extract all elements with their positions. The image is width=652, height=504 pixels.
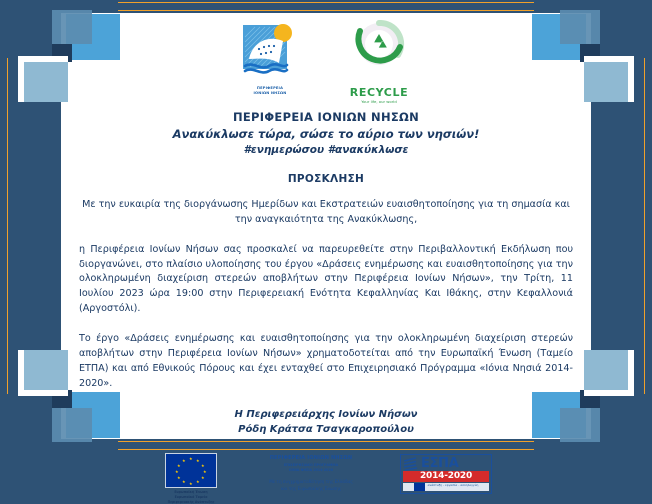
hashtags: #ενημερώσου #ανακύκλωσε xyxy=(243,144,409,156)
invitation-heading: ΠΡΟΣΚΛΗΣΗ xyxy=(287,173,365,185)
paragraph-3: Το έργο «Δράσεις ενημέρωσης και ευαισθητοποίησης για την ολοκληρωμένη διαχείριση στερεών αποβλήτων στην Περιφέρεια Ιονίων Νήσων» χρηματοδοτείται από την Ευρωπαϊκή Ένωση (Ταμείο ΕΤΠΑ) και από Εθνικούς Πόρους και έχει ενταχθεί στο Επιχειρησιακό Πρόγραμμα «Ιόνια Νησιά 2014-2020». xyxy=(79,333,573,389)
recycle-wordmark: RECYCLE xyxy=(349,86,409,99)
recycle-tagline: Your life, our world xyxy=(361,99,397,104)
bottom-rule-bundle xyxy=(118,439,534,452)
region-logo-caption: ΠΕΡΙΦΕΡΕΙΑ ΙΟΝΙΩΝ ΝΗΣΩΝ xyxy=(253,86,287,95)
cofunding-note: Με τη συγχρηματοδότηση της Ελλάδας και της Ευρωπαϊκής Ένωσης xyxy=(269,479,353,491)
page-title: ΠΕΡΙΦΕΡΕΙΑ ΙΟΝΙΩΝ ΝΗΣΩΝ xyxy=(232,110,420,124)
signature-block xyxy=(61,407,591,437)
funding-footer xyxy=(61,453,591,504)
espa-tagline-row xyxy=(403,483,489,491)
paragraph-1: Με την ευκαιρία της διοργάνωσης Ημερίδων και Εκστρατειών ευαισθητοποίησης για τη σημασία και την αναγκαιότητα της Ανακύκλωσης, xyxy=(82,199,570,225)
top-rule-bundle xyxy=(118,0,534,13)
signature-title: Η Περιφερειάρχης Ιονίων Νήσων xyxy=(234,409,418,421)
eu-block xyxy=(160,453,222,504)
programme-name: ΕΠΙΧΕΙΡΗΣΙΑΚΟ ΠΡΟΓΡΑΜΜΑ ΙΟΝΙΑ ΝΗΣΙΑ 2014-2020 xyxy=(283,463,339,473)
espa-wordmark: ΕΣΠΑ xyxy=(421,455,459,471)
programme-block xyxy=(236,453,386,491)
header-logos xyxy=(61,13,591,104)
espa-eu-flag-icon xyxy=(414,483,425,491)
region-logo-block xyxy=(239,21,301,96)
espa-tagline: ανάπτυξη - εργασία - αλληλεγγύη xyxy=(427,483,479,488)
espa-block xyxy=(400,453,492,494)
paragraph-2: η Περιφέρεια Ιονίων Νήσων σας προσκαλεί να παρευρεθείτε στην Περιβαλλοντική Εκδήλωση που διοργανώνει, στο πλαίσιο υλοποίησης του έργου «Δράσεις ενημέρωσης και ευαισθητοποίησης για την ολοκληρωμένη διαχείριση στερεών αποβλήτων στην Περιφέρεια Ιονίων Νήσων», την Τρίτη, 11 Ιουλίου 2023 ώρα 19:00 στην Περιφερειακή Ενότητα Κεφαλληνίας Και Ιθάκης, στην Κεφαλλονιά (Αργοστόλι). xyxy=(79,243,573,315)
espa-logo xyxy=(400,454,492,494)
espa-wave-icon xyxy=(403,456,419,470)
recycle-logo xyxy=(345,21,413,85)
poster-header xyxy=(61,110,591,156)
invitation-content xyxy=(61,13,591,504)
espa-years: 2014-2020 xyxy=(403,471,489,482)
region-of-ionian-islands-logo xyxy=(239,21,301,85)
programme-region: ΠΕΡΙΦΕΡΕΙΑ ΙΟΝΙΩΝ ΝΗΣΩΝ xyxy=(269,455,353,462)
european-union-flag: ★ ★ ★ ★ ★ ★ ★ ★ ★ ★ ★ ★ xyxy=(165,453,217,488)
eu-caption: Ευρωπαϊκή Ένωση Ευρωπαϊκό Ταμείο Περιφερειακής Ανάπτυξης xyxy=(167,490,215,504)
signature-name: Ρόδη Κράτσα Τσαγκαροπούλου xyxy=(238,424,414,436)
recycle-logo-block xyxy=(345,21,413,104)
slogan: Ανακύκλωσε τώρα, σώσε το αύριο των νησιών! xyxy=(172,127,480,141)
